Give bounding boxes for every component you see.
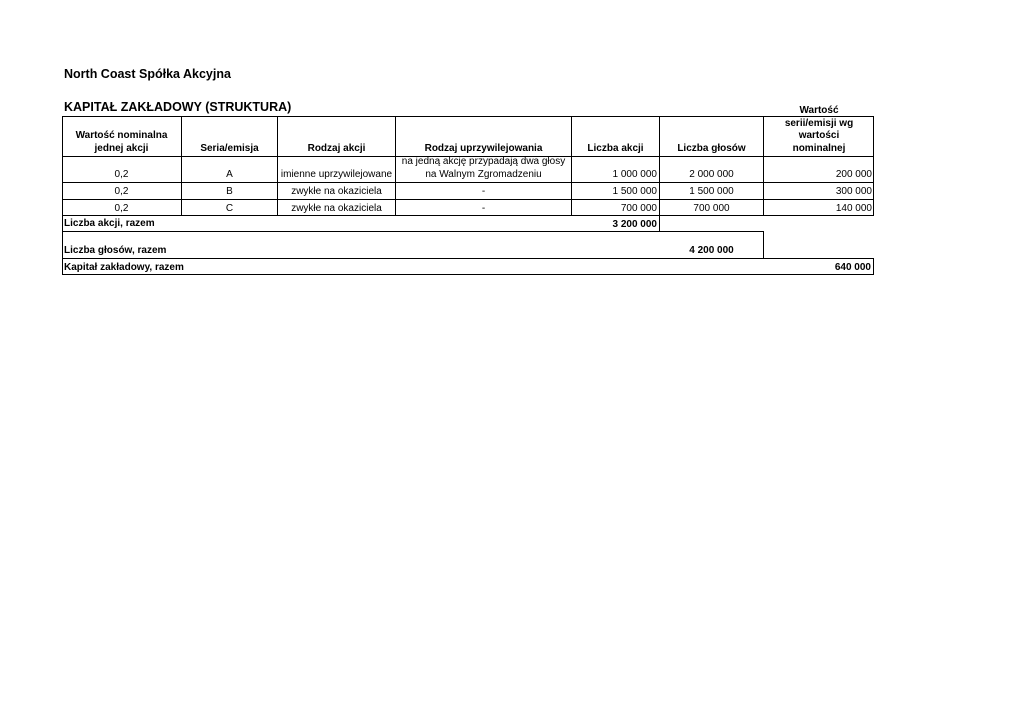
cell-series: A [181, 157, 277, 182]
cell-shares-count: 1 500 000 [571, 183, 659, 199]
divider [62, 258, 874, 259]
cell-nominal-value: 0,2 [114, 185, 129, 197]
header-nominal-value: Wartość nominalna jednej akcji [75, 130, 168, 154]
cell-share-type: imienne uprzywilejowane [277, 157, 395, 182]
table-row [62, 182, 874, 199]
divider [873, 258, 874, 275]
table-row [62, 156, 874, 182]
cell-votes-count: 2 000 000 [659, 157, 763, 182]
header-shares-count: Liczba akcji [571, 117, 659, 156]
divider [62, 274, 874, 275]
header-series: Seria/emisja [181, 117, 277, 156]
cell-privilege-type: na jedną akcję przypadają dwa głosy na Walnym Zgromadzeniu [395, 157, 571, 182]
divider [62, 215, 63, 275]
divider [659, 215, 660, 232]
total-capital-label: Kapitał zakładowy, razem [64, 262, 184, 273]
header-privilege-type: Rodzaj uprzywilejowania [395, 117, 571, 156]
header-votes-count: Liczba głosów [659, 117, 763, 156]
cell-shares-count: 700 000 [571, 200, 659, 216]
header-share-type: Rodzaj akcji [277, 117, 395, 156]
cell-nominal-value: 0,2 [114, 168, 129, 180]
company-name: North Coast Spółka Akcyjna [64, 67, 231, 81]
cell-series-value: 140 000 [763, 200, 874, 216]
total-votes-value: 4 200 000 [689, 245, 734, 256]
section-title: KAPITAŁ ZAKŁADOWY (STRUKTURA) [64, 100, 292, 114]
cell-series: C [181, 200, 277, 216]
cell-series-value: 200 000 [763, 157, 874, 182]
divider [763, 231, 764, 259]
cell-privilege-type: - [395, 200, 571, 216]
total-shares-label: Liczba akcji, razem [64, 218, 155, 229]
total-capital-value: 640 000 [834, 262, 871, 273]
cell-shares-count: 1 000 000 [571, 157, 659, 182]
cell-share-type: zwykłe na okaziciela [277, 200, 395, 216]
cell-share-type: zwykłe na okaziciela [277, 183, 395, 199]
table-row [62, 199, 874, 216]
cell-series: B [181, 183, 277, 199]
cell-votes-count: 700 000 [659, 200, 763, 216]
divider [62, 215, 874, 216]
cell-series-value: 300 000 [763, 183, 874, 199]
header-series-value: Wartość serii/emisji wg wartości nominalnej [763, 117, 874, 156]
total-votes-label: Liczba głosów, razem [64, 245, 167, 256]
cell-votes-count: 1 500 000 [659, 183, 763, 199]
cell-privilege-type: - [395, 183, 571, 199]
total-shares-value: 3 200 000 [612, 219, 657, 230]
cell-nominal-value: 0,2 [114, 202, 129, 214]
